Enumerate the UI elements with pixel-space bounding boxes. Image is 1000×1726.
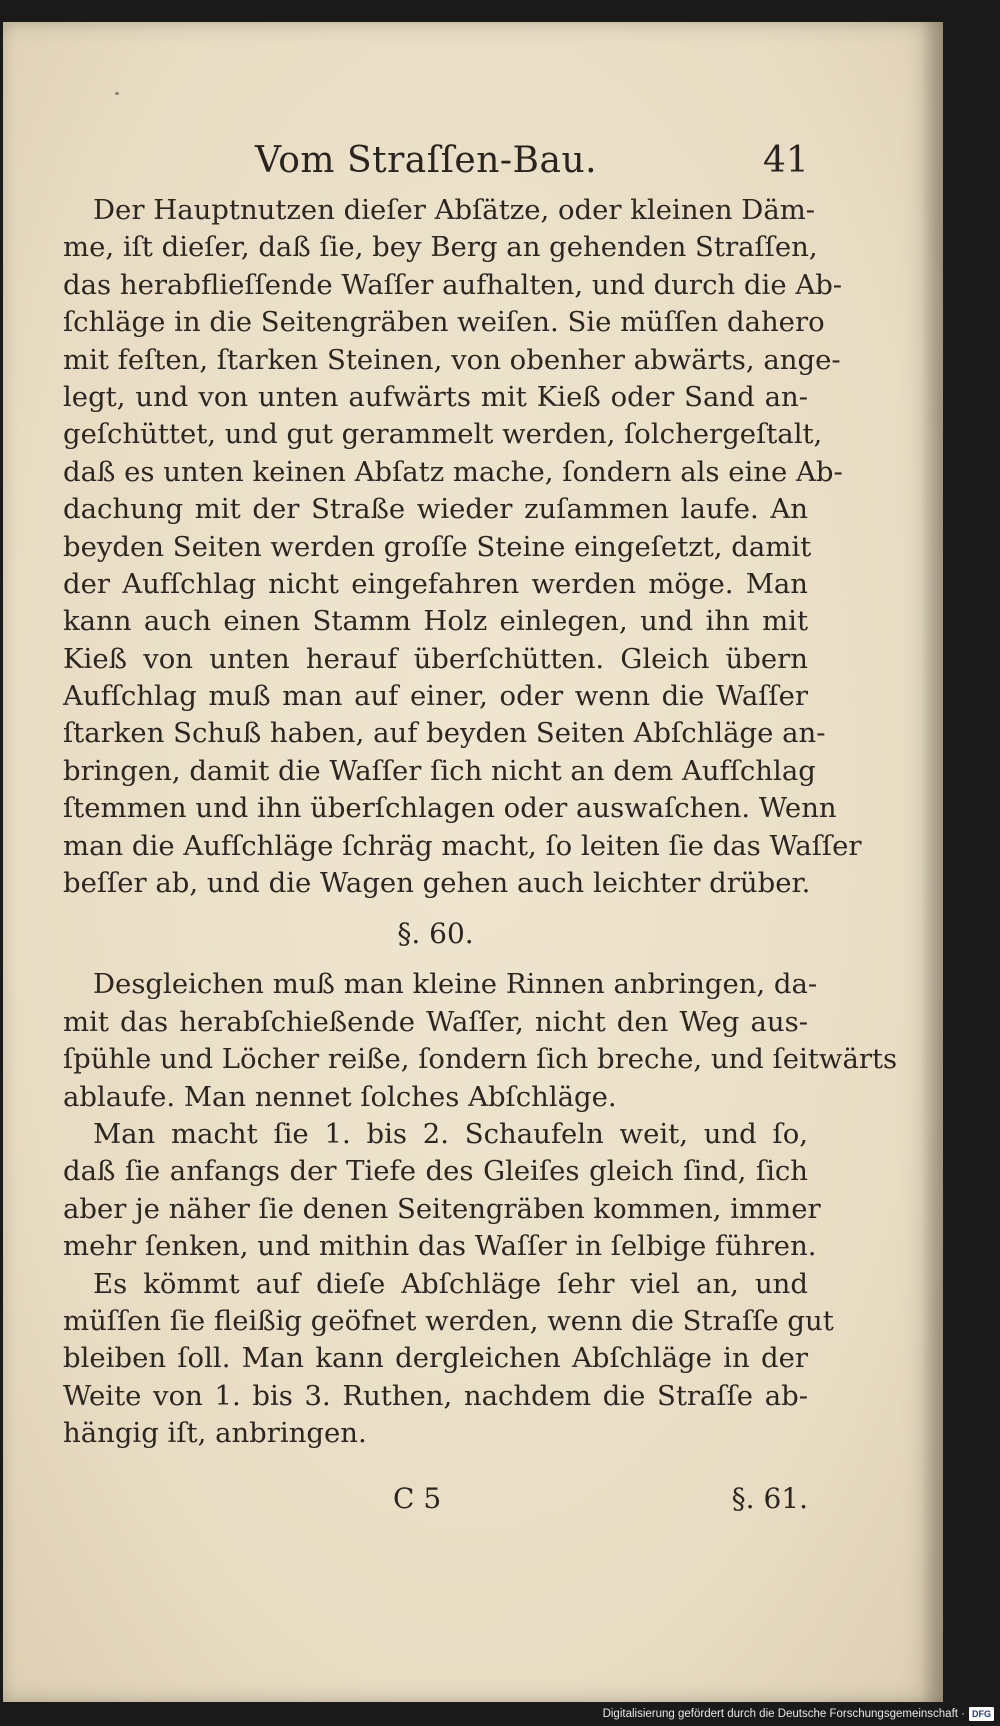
- text-line: beſſer ab, und die Wagen gehen auch leichter drüber.: [63, 867, 811, 900]
- text-line: beyden Seiten werden groſſe Steine eingeſetzt, damit: [63, 530, 812, 563]
- text-line: Kieß von unten herauf überſchütten. Gleich übern: [63, 642, 808, 675]
- text-line: Weite von 1. bis 3. Ruthen, nachdem die Straſſe ab-: [63, 1379, 808, 1412]
- paragraph-4: [63, 1266, 834, 1453]
- text-line: hängig iſt, anbringen.: [63, 1417, 367, 1450]
- body-text: [63, 192, 898, 1453]
- text-line: daß ſie anfangs der Tiefe des Gleiſes gleich ſind, ſich: [63, 1155, 808, 1188]
- paragraph-1: [63, 192, 862, 902]
- text-line: ſtarken Schuß haben, auf beyden Seiten Abſchläge an-: [63, 717, 826, 750]
- text-line: man die Aufſchläge ſchräg macht, ſo leiten ſie das Waſſer: [63, 829, 862, 862]
- text-line: ſpühle und Löcher reiße, ſondern ſich breche, und ſeitwärts: [63, 1043, 898, 1076]
- signature-mark: C 5: [393, 1482, 442, 1515]
- text-line: aber je näher ſie denen Seitengräben kommen, immer: [63, 1192, 821, 1225]
- text-line: daß es unten keinen Abſatz mache, ſondern als eine Ab-: [63, 455, 843, 488]
- section-heading: §. 60.: [397, 917, 474, 951]
- text-line: ſchläge in die Seitengräben weiſen. Sie müſſen dahero: [63, 306, 825, 339]
- text-line: Desgleichen muß man kleine Rinnen anbringen, da-: [93, 968, 818, 1001]
- text-line: legt, und von unten aufwärts mit Kieß oder Sand an-: [63, 380, 808, 413]
- page-footer: [63, 1482, 808, 1522]
- text-line: Man macht ſie 1. bis 2. Schaufeln weit, und ſo,: [93, 1117, 808, 1150]
- page-gutter-shadow: [921, 22, 943, 1702]
- text-line: geſchüttet, und gut gerammelt werden, ſolchergeſtalt,: [63, 418, 823, 451]
- text-line: Aufſchlag muß man auf einer, oder wenn die Waſſer: [63, 680, 808, 713]
- paper-speck: [115, 92, 119, 95]
- text-line: me, iſt dieſer, daß ſie, bey Berg an gehenden Straſſen,: [63, 231, 818, 264]
- text-line: Der Hauptnutzen dieſer Abſätze, oder kleinen Däm-: [93, 194, 816, 226]
- dfg-logo: DFG: [969, 1707, 994, 1721]
- text-line: kann auch einen Stamm Holz einlegen, und ihn mit: [63, 605, 808, 638]
- book-page: [3, 22, 943, 1702]
- text-line: bleiben ſoll. Man kann dergleichen Abſchläge in der: [63, 1342, 808, 1375]
- text-line: ablaufe. Man nennet ſolches Abſchläge.: [63, 1080, 617, 1113]
- text-line: der Aufſchlag nicht eingefahren werden möge. Man: [63, 567, 808, 600]
- running-head: Vom Straſſen-Bau.: [255, 140, 598, 181]
- text-line: das herabflieſſende Waſſer aufhalten, und durch die Ab-: [63, 268, 843, 301]
- text-line: mit feſten, ſtarken Steinen, von obenher abwärts, ange-: [63, 343, 841, 376]
- page-number: 41: [763, 140, 809, 181]
- credit-text: Digitalisierung gefördert durch die Deutsche Forschungsgemeinschaft ·: [602, 1708, 965, 1720]
- text-line: Es kömmt auf dieſe Abſchläge ſehr viel an, und: [93, 1267, 808, 1300]
- catchword: §. 61.: [731, 1482, 808, 1515]
- text-line: mehr ſenken, und mithin das Waſſer in ſelbige führen.: [63, 1230, 817, 1263]
- text-line: mit das herabſchießende Waſſer, nicht den Weg aus-: [63, 1005, 808, 1038]
- paragraph-2: [63, 966, 898, 1116]
- text-line: müſſen ſie fleißig geöfnet werden, wenn die Straſſe gut: [63, 1304, 834, 1337]
- paragraph-3: [63, 1116, 821, 1266]
- text-line: ſtemmen und ihn überſchlagen oder auswaſchen. Wenn: [63, 792, 837, 825]
- text-line: bringen, damit die Waſſer ſich nicht an dem Aufſchlag: [63, 754, 816, 787]
- digitization-credit: [603, 1704, 994, 1724]
- text-line: dachung mit der Straße wieder zuſammen laufe. An: [63, 493, 808, 526]
